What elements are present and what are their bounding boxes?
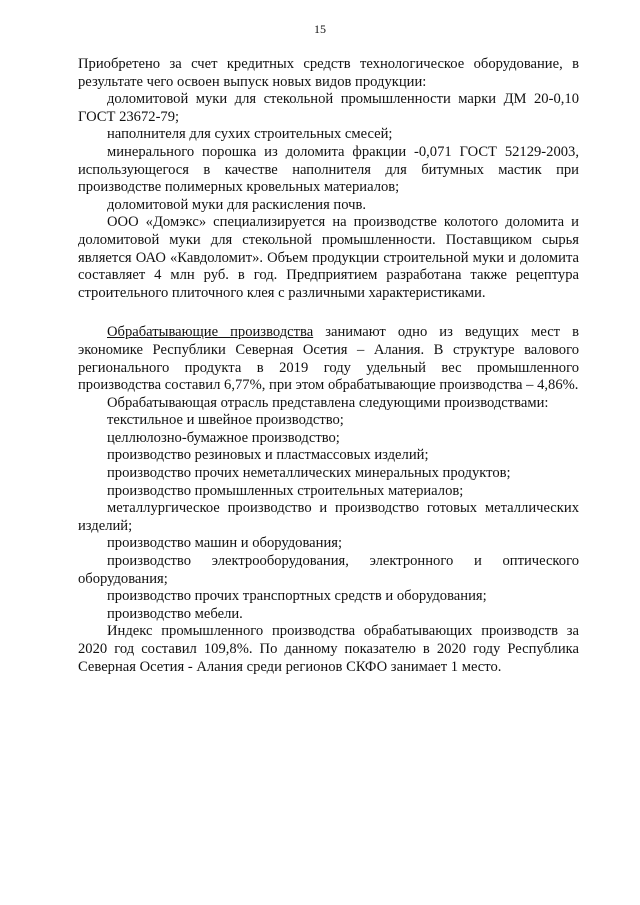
- list-item-mineral-powder: минерального порошка из доломита фракции -0,071 ГОСТ 52129-2003, использующегося в качестве наполнителя для битумных мастик при производстве полимерных кровельных материалов;: [78, 143, 579, 196]
- list-item-dolomite-flour-glass: доломитовой муки для стекольной промышленности марки ДМ 20-0,10 ГОСТ 23672-79;: [78, 91, 579, 125]
- list-item-pulp-paper: целлюлозно-бумажное производство;: [107, 429, 340, 446]
- document-body: [78, 56, 579, 676]
- paragraph-sectors-lead: Обрабатывающая отрасль представлена следующими производствами:: [107, 394, 549, 411]
- paragraph-manufacturing-intro: [78, 324, 579, 394]
- list-item-electrical-equipment: производство электрооборудования, электронного и оптического оборудования;: [78, 553, 579, 587]
- manufacturing-heading: Обрабатывающие производства: [107, 324, 314, 341]
- list-item-nonmetallic-minerals: производство прочих неметаллических минеральных продуктов;: [107, 465, 511, 482]
- list-item-rubber-plastic: производство резиновых и пластмассовых изделий;: [107, 447, 429, 464]
- manufacturing-intro-text: занимают одно из ведущих мест в экономике Республики Северная Осетия – Алания. В структуре валового регионального продукта в 2019 году удельный вес промышленного производства составил 6,77%, при этом обрабатывающие производства – 4,86%.: [78, 324, 579, 394]
- list-item-textile: текстильное и швейное производство;: [107, 412, 344, 429]
- list-item-soil-deacidification: доломитовой муки для раскисления почв.: [107, 196, 367, 213]
- page-number: 15: [314, 22, 326, 36]
- list-item-dry-mix-filler: наполнителя для сухих строительных смесей;: [107, 126, 393, 143]
- paragraph-equipment: Приобретено за счет кредитных средств технологическое оборудование, в результате чего освоен выпуск новых видов продукции:: [78, 56, 579, 90]
- list-item-metallurgy: металлургическое производство и производство готовых металлических изделий;: [78, 500, 579, 534]
- list-item-machinery: производство машин и оборудования;: [107, 535, 343, 552]
- list-item-building-materials: производство промышленных строительных материалов;: [107, 482, 464, 499]
- list-item-transport-equipment: производство прочих транспортных средств и оборудования;: [107, 588, 487, 605]
- list-item-furniture: производство мебели.: [107, 605, 243, 622]
- paragraph-spacer: [78, 302, 579, 324]
- paragraph-domex: ООО «Домэкс» специализируется на производстве колотого доломита и доломитовой муки для стекольной промышленности. Поставщиком сырья является ОАО «Кавдоломит». Объем продукции строительной муки и доломита составляет 4 млн руб. в год. Предприятием разработана также рецептура строительного плиточного клея с различными характеристиками.: [78, 214, 579, 301]
- paragraph-production-index: Индекс промышленного производства обрабатывающих производств за 2020 год составил 109,8%. По данному показателю в 2020 году Республика Северная Осетия - Алания среди регионов СКФО занимает 1 место.: [78, 623, 579, 675]
